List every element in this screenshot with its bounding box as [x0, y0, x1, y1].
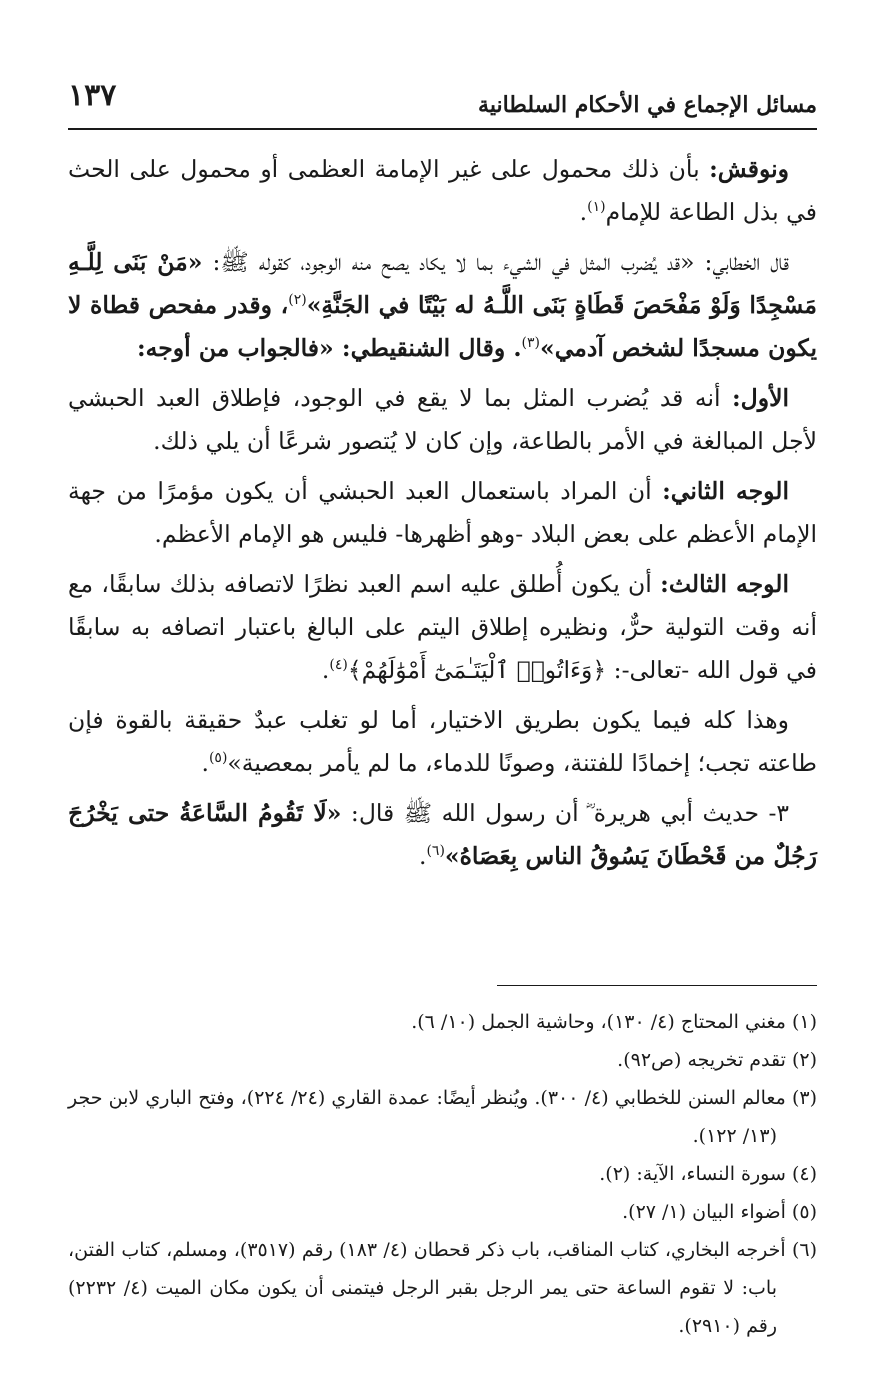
paragraph-text: أنه قد يُضرب المثل بما لا يقع في الوجود، فإطلاق العبد الحبشي لأجل المبالغة في الأمر بالطاعة، وإن كان لا يُتصور شرعًا أن يلي ذلك.: [68, 384, 817, 455]
footnotes: [68, 1003, 817, 1345]
footnote-ref: (٤): [329, 657, 348, 674]
paragraph-hadith-abu-hurayra: [68, 792, 817, 878]
page-number: ١٣٧: [68, 78, 117, 113]
header-rule: [68, 128, 817, 130]
paragraph-text-bold: ، وقدر مفحص قطاة لا يكون مسجدًا لشخص آدمي»: [68, 291, 817, 362]
page-header: [68, 70, 817, 126]
paragraph-second-aspect: [68, 470, 817, 556]
footnote-item: (٢) تقدم تخريجه (ص٩٢).: [617, 1049, 817, 1071]
paragraph-khattabi: [68, 241, 817, 370]
quran-verse: ﴿وَءَاتُوا۟ ٱلْيَتَـٰمَىٰٓ أَمْوَٰلَهُمْ﴾: [347, 656, 607, 684]
main-text: [68, 148, 817, 885]
footnote-ref: (١): [587, 199, 606, 216]
footnote-ref: (٢): [288, 292, 307, 309]
paragraph-text: قال الخطابي: «قد يُضرب المثل في الشيء بما لا يكاد يصح منه الوجود، كقوله ﷺ:: [202, 248, 789, 276]
paragraph-first-aspect: [68, 377, 817, 463]
lead-word: الوجه الثالث:: [660, 570, 789, 598]
lead-word: الوجه الثاني:: [662, 477, 789, 505]
footnote-ref: (٦): [426, 843, 445, 860]
footnote-item: (٦) أخرجه البخاري، كتاب المناقب، باب ذكر قحطان (٤/ ١٨٣) رقم (٣٥١٧)، ومسلم، كتاب الفتن، باب: لا تقوم الساعة حتى يمر الرجل بقبر الرجل فيتمنى أن يكون مكان الميت (٤/ ٢٢٣٢) رقم (٢٩١٠).: [68, 1239, 817, 1337]
punctuation: .: [579, 198, 588, 226]
punctuation: .: [201, 749, 209, 777]
paragraph-text: ٣- حديث أبي هريرة ؓ أن رسول الله ﷺ قال:: [341, 799, 790, 827]
punctuation: .: [321, 656, 330, 684]
hadith-quote: «مَنْ بَنَى لِلَّـهِ مَسْجِدًا وَلَوْ مَفْحَصَ قَطَاةٍ بَنَى اللَّـهُ له بَيْتًا في الجَنَّةِ»: [68, 248, 817, 319]
paragraph-text-bold: «فالجواب من أوجه:: [136, 334, 334, 362]
paragraph-text-bold: . وقال الشنقيطي:: [333, 334, 522, 362]
paragraph-text: بأن ذلك محمول على غير الإمامة العظمى أو محمول على الحث في بذل الطاعة للإمام: [68, 155, 817, 226]
punctuation: .: [418, 842, 427, 870]
lead-word: ونوقش:: [709, 155, 789, 183]
hadith-quote: «لَا تَقُومُ السَّاعَةُ حتى يَخْرُجَ رَجُلٌ من قَحْطَانَ يَسُوقُ الناس بِعَصَاهُ»: [68, 799, 817, 870]
paragraph-text: أن يكون أُطلق عليه اسم العبد نظرًا لاتصافه بذلك سابقًا، مع أنه وقت التولية حرٌّ، ونظيره إطلاق اليتم على البالغ باعتبار اتصافه به سابقًا في قول الله -تعالى-:: [68, 570, 817, 684]
footnote-ref: (٣): [521, 335, 540, 352]
footnote-separator: [497, 985, 817, 986]
footnote-item: (٥) أضواء البيان (١/ ٢٧).: [622, 1201, 817, 1223]
footnote-item: (١) مغني المحتاج (٤/ ١٣٠)، وحاشية الجمل (١٠/ ٦).: [411, 1011, 817, 1033]
footnote-item: (٤) سورة النساء، الآية: (٢).: [599, 1163, 817, 1185]
paragraph-conclusion: [68, 699, 817, 785]
lead-word: الأول:: [731, 384, 789, 412]
footnote-item: (٣) معالم السنن للخطابي (٤/ ٣٠٠). ويُنظر أيضًا: عمدة القاري (٢٤/ ٢٢٤)، وفتح الباري لابن حجر (١٣/ ١٢٢).: [68, 1087, 817, 1147]
paragraph-text: وهذا كله فيما يكون بطريق الاختيار، أما لو تغلب عبدٌ حقيقة بالقوة فإن طاعته تجب؛ إخمادًا للفتنة، وصونًا للدماء، ما لم يأمر بمعصية»: [68, 706, 817, 777]
paragraph-text: أن المراد باستعمال العبد الحبشي أن يكون مؤمرًا من جهة الإمام الأعظم على بعض البلاد -وهو أظهرها- فليس هو الإمام الأعظم.: [68, 477, 817, 548]
footnote-ref: (٥): [208, 750, 228, 767]
paragraph-third-aspect: [68, 563, 817, 692]
running-title: مسائل الإجماع في الأحكام السلطانية: [478, 92, 817, 118]
paragraph-objection: [68, 148, 817, 234]
